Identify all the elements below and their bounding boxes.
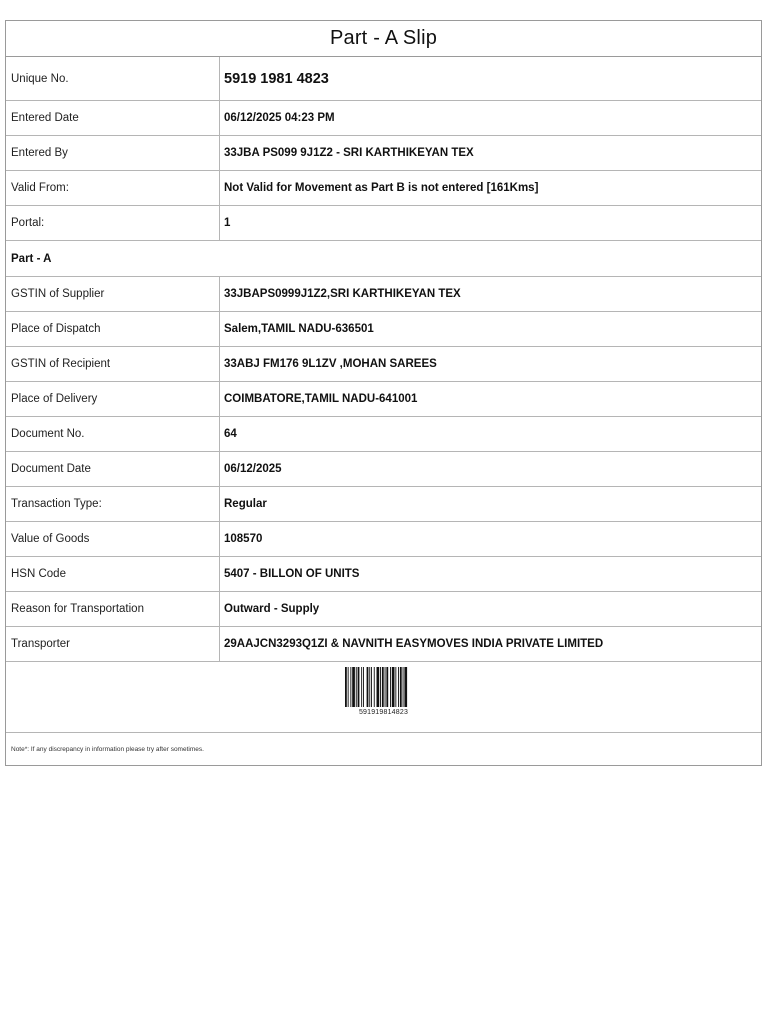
label-entered-date: Entered Date bbox=[6, 101, 220, 135]
row-place-delivery bbox=[6, 382, 761, 417]
value-document-no: 64 bbox=[224, 428, 237, 440]
barcode-section bbox=[6, 662, 761, 733]
label-place-dispatch: Place of Dispatch bbox=[6, 312, 220, 346]
label-portal: Portal: bbox=[6, 206, 220, 240]
value-hsn-code: 5407 - BILLON OF UNITS bbox=[224, 568, 360, 580]
barcode-number: 591919814823 bbox=[358, 709, 409, 716]
value-gstin-recipient: 33ABJ FM176 9L1ZV ,MOHAN SAREES bbox=[224, 358, 437, 370]
value-reason-transport: Outward - Supply bbox=[224, 603, 320, 615]
value-valid-from: Not Valid for Movement as Part B is not entered [161Kms] bbox=[224, 182, 539, 194]
label-hsn-code: HSN Code bbox=[6, 557, 220, 591]
row-transaction-type bbox=[6, 487, 761, 522]
row-document-no bbox=[6, 417, 761, 452]
value-entered-by: 33JBA PS099 9J1Z2 - SRI KARTHIKEYAN TEX bbox=[224, 147, 474, 159]
row-unique-no bbox=[6, 57, 761, 101]
label-valid-from: Valid From: bbox=[6, 171, 220, 205]
label-gstin-recipient: GSTIN of Recipient bbox=[6, 347, 220, 381]
part-a-slip bbox=[5, 20, 762, 766]
value-unique-no: 5919 1981 4823 bbox=[224, 70, 329, 87]
value-value-goods: 108570 bbox=[224, 533, 263, 545]
row-gstin-supplier bbox=[6, 277, 761, 312]
section-part-a: Part - A bbox=[6, 241, 761, 277]
row-reason-transport bbox=[6, 592, 761, 627]
row-hsn-code bbox=[6, 557, 761, 592]
row-portal bbox=[6, 206, 761, 241]
label-value-goods: Value of Goods bbox=[6, 522, 220, 556]
value-place-delivery: COIMBATORE,TAMIL NADU-641001 bbox=[224, 393, 418, 405]
value-portal: 1 bbox=[224, 217, 231, 229]
row-document-date bbox=[6, 452, 761, 487]
label-gstin-supplier: GSTIN of Supplier bbox=[6, 277, 220, 311]
label-place-delivery: Place of Delivery bbox=[6, 382, 220, 416]
row-entered-date bbox=[6, 101, 761, 136]
discrepancy-note: Note*: If any discrepancy in information please try after sometimes. bbox=[11, 745, 204, 753]
label-unique-no: Unique No. bbox=[6, 57, 220, 100]
value-transaction-type: Regular bbox=[224, 498, 267, 510]
row-entered-by bbox=[6, 136, 761, 171]
label-reason-transport: Reason for Transportation bbox=[6, 592, 220, 626]
label-entered-by: Entered By bbox=[6, 136, 220, 170]
slip-title: Part - A Slip bbox=[6, 21, 761, 57]
label-transaction-type: Transaction Type: bbox=[6, 487, 220, 521]
label-document-no: Document No. bbox=[6, 417, 220, 451]
row-valid-from bbox=[6, 171, 761, 206]
row-value-goods bbox=[6, 522, 761, 557]
value-gstin-supplier: 33JBAPS0999J1Z2,SRI KARTHIKEYAN TEX bbox=[224, 288, 461, 300]
value-transporter: 29AAJCN3293Q1ZI & NAVNITH EASYMOVES INDIA PRIVATE LIMITED bbox=[224, 638, 604, 650]
value-entered-date: 06/12/2025 04:23 PM bbox=[224, 112, 335, 124]
value-document-date: 06/12/2025 bbox=[224, 463, 282, 475]
row-gstin-recipient bbox=[6, 347, 761, 382]
barcode-image bbox=[345, 667, 423, 707]
label-transporter: Transporter bbox=[6, 627, 220, 661]
value-place-dispatch: Salem,TAMIL NADU-636501 bbox=[224, 323, 374, 335]
row-transporter bbox=[6, 627, 761, 662]
label-document-date: Document Date bbox=[6, 452, 220, 486]
row-place-dispatch bbox=[6, 312, 761, 347]
